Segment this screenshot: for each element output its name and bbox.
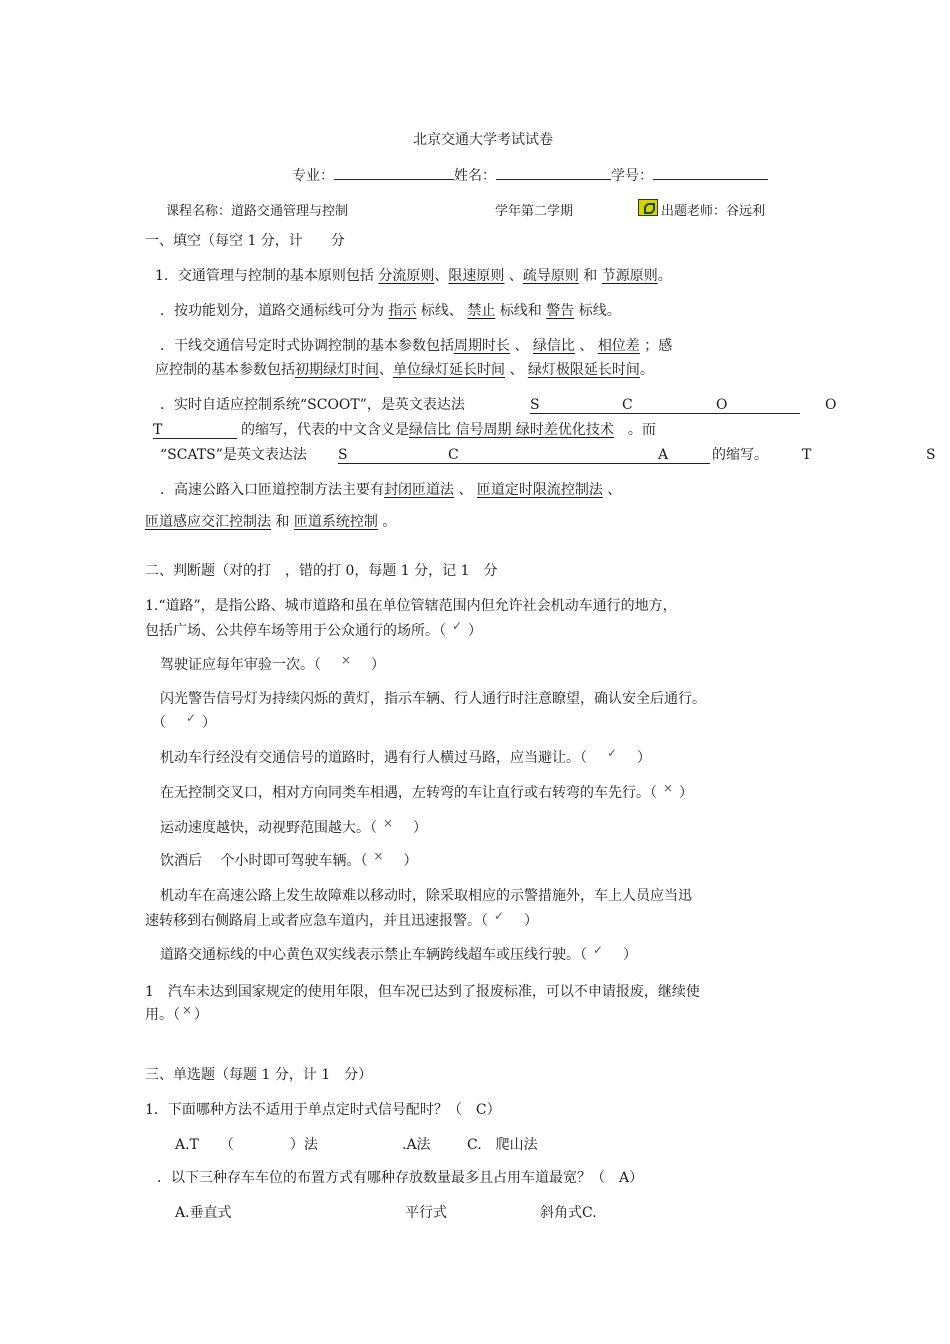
s1-q4-scats-blank — [338, 445, 710, 464]
s3-q1-option-a: A.T （ ）法 — [175, 1137, 318, 1153]
cross-icon: × — [662, 781, 674, 795]
s2-q8-line2 — [145, 911, 538, 931]
s1-q4-line3: “SCATS”是英文表达法 — [160, 447, 307, 463]
text-segment: 在无控制交叉口，相对方向同类车相遇，左转弯的车让直行或右转弯的车先行。（ — [160, 785, 657, 801]
s3-q1-option-b: .A法 — [402, 1137, 431, 1153]
answer: 单位绿灯延长时间 — [393, 362, 505, 378]
name-label: 姓名： — [454, 168, 496, 184]
text-segment: ．按功能划分，道路交通标线可分为 — [160, 303, 384, 319]
s2-q8-line1: 机动车在高速公路上发生故障难以移动时，除采取相应的示警措施外，车上人员应当迅 — [160, 888, 692, 904]
s1-q4-s3: S — [926, 447, 936, 463]
text-segment: ） — [637, 750, 651, 766]
major-field[interactable] — [334, 165, 454, 180]
s2-q10-line2 — [145, 1005, 208, 1025]
answer: 疏导原则 — [522, 268, 579, 284]
text-segment: 标线、 — [420, 303, 463, 319]
text-segment: ） — [413, 820, 427, 836]
s3-q1: 1．下面哪种方法不适用于单点定时式信号配时？（ C） — [145, 1102, 501, 1118]
answer: 匝道系统控制 — [293, 514, 378, 530]
answer: 分流原则 — [378, 268, 435, 284]
text-segment: ） — [202, 715, 216, 731]
text-segment: 。而 — [627, 422, 656, 438]
cross-icon: × — [340, 653, 352, 667]
cross-icon: × — [181, 1003, 193, 1017]
s3-q2: ．以下三种存车车位的布置方式有哪种存放数量最多且占用车道最宽？（ A） — [157, 1170, 644, 1186]
text-segment: 运动速度越快，动视野范围越大。（ — [160, 820, 377, 836]
answer: 禁止 — [467, 303, 496, 319]
student-id-field[interactable] — [653, 165, 768, 180]
text-segment: ） — [524, 913, 538, 929]
text-segment: C — [622, 397, 633, 413]
text-segment: S — [338, 447, 348, 463]
check-icon: ✓ — [185, 711, 197, 725]
cross-icon: × — [382, 816, 394, 830]
s2-q9 — [160, 945, 637, 965]
page-title: 北京交通大学考试试卷 — [413, 132, 553, 148]
s1-q3-line1: ．干线交通信号定时式协调控制的基本参数包括周期时长 、 绿信比 、 相位差 ；感 — [160, 338, 673, 354]
text-segment: ．实时自适应控制系统“SCOOT”，是英文表达法 — [160, 397, 465, 413]
text-segment: O — [716, 397, 728, 413]
text-segment: S — [530, 397, 540, 413]
check-icon: ✓ — [451, 619, 463, 633]
s1-q4-line2 — [241, 420, 656, 440]
text-segment: 饮酒后 个小时即可驾驶车辆。（ — [160, 853, 368, 869]
s1-q4-l3mid: 的缩写。 — [712, 447, 768, 463]
text-segment: A — [658, 447, 669, 463]
check-icon: ✓ — [493, 909, 505, 923]
text-segment: ） — [623, 947, 637, 963]
s1-q3-line2: 应控制的基本参数包括初期绿灯时间、单位绿灯延长时间 、 绿灯极限延长时间。 — [155, 362, 654, 378]
text-segment: 1．交通管理与控制的基本原则包括 — [155, 268, 374, 284]
s1-q4-scoot-blank — [530, 395, 800, 414]
s2-q1-line1: 1.“道路”，是指公路、城市道路和虽在单位管辖范围内但允许社会机动车通行的地方， — [145, 598, 677, 614]
text-segment: 道路交通标线的中心黄色双实线表示禁止车辆跨线超车或压线行驶。（ — [160, 947, 587, 963]
cross-icon: × — [373, 849, 384, 863]
s2-q3-line1: 闪光警告信号灯为持续闪烁的黄灯，指示车辆、行人通行时注意瞭望，确认安全后通行。 — [160, 691, 706, 707]
answer: 初期绿灯时间 — [295, 362, 379, 378]
s2-q5 — [160, 783, 693, 803]
s2-q10-line1: 1 汽车未达到国家规定的使用年限，但车况已达到了报废标准，可以不申请报废，继续使 — [145, 984, 700, 1000]
text-segment: 和 — [583, 268, 598, 284]
text-segment: 的缩写，代表的中文含义是 — [241, 422, 409, 438]
answer: 绿信比 — [532, 338, 575, 354]
s3-q1-option-c: C. 爬山法 — [467, 1137, 538, 1153]
logo-icon — [638, 199, 658, 216]
s1-q2 — [160, 301, 621, 321]
s3-q2-option-b: 平行式 — [405, 1205, 447, 1221]
s2-q7 — [160, 851, 417, 871]
text-segment: ） — [403, 853, 418, 869]
s1-q4-t-blank — [153, 420, 237, 439]
s2-q2 — [160, 655, 385, 675]
text-segment: 。 — [382, 514, 397, 530]
s3-q2-option-c: 斜角式C. — [540, 1205, 597, 1221]
major-label: 专业： — [292, 168, 334, 184]
teacher-label: 出题老师：谷远利 — [661, 204, 766, 219]
teacher — [638, 202, 765, 222]
text-segment: ；感 — [644, 338, 673, 354]
text-segment: ） — [468, 623, 482, 639]
text-segment: ．高速公路入口匝道控制方法主要有 — [160, 482, 384, 498]
text-segment: 标线。 — [578, 303, 621, 319]
name-field[interactable] — [496, 165, 611, 180]
answer: 周期时长 — [454, 338, 510, 354]
check-icon: ✓ — [606, 746, 618, 760]
section-2-heading: 二、判断题（对的打 ，错的打 0，每题 1 分，记 1 分 — [145, 563, 498, 579]
text-segment: 和 — [275, 514, 290, 530]
text-segment: ） — [679, 785, 693, 801]
s2-q6 — [160, 818, 427, 838]
text-segment: 包括广场、公共停车场等用于公众通行的场所。（ — [145, 623, 446, 639]
answer: 限速原则 — [448, 268, 505, 284]
s1-q4-o2: O — [825, 397, 837, 413]
answer: 封闭匝道法 — [384, 482, 454, 498]
text-segment: 机动车行经没有交通信号的道路时，遇有行人横过马路，应当避让。（ — [160, 750, 587, 766]
s1-q1: 1．交通管理与控制的基本原则包括 分流原则、限速原则 、疏导原则 和 节源原则。 — [155, 268, 672, 284]
id-label: 学号： — [611, 168, 653, 184]
text-segment: 。 — [657, 268, 672, 284]
s2-q4 — [160, 748, 651, 768]
s3-q2-option-a: A.垂直式 — [175, 1205, 232, 1221]
answer: 匝道感应交汇控制法 — [145, 514, 271, 530]
text-segment: C — [448, 447, 459, 463]
section-1-heading: 一、填空（每空 1 分，计 分 — [145, 233, 345, 249]
student-info-line — [292, 165, 768, 186]
text-segment: （ — [152, 715, 166, 731]
text-segment: 速转移到右侧路肩上或者应急车道内，并且迅速报警。（ — [145, 913, 488, 929]
answer: 绿灯极限延长时间 — [527, 362, 640, 378]
s1-q4-t2: T — [802, 447, 812, 463]
s2-q1-line2 — [145, 621, 482, 641]
answer: 相位差 — [597, 338, 640, 354]
text-segment: T — [153, 422, 163, 438]
course-name: 课程名称：道路交通管理与控制 — [166, 204, 349, 219]
answer: 绿信比 信号周期 绿时差优化技术 — [409, 422, 614, 438]
text-segment: 用。（ — [145, 1007, 180, 1023]
term: 学年第二学期 — [495, 204, 574, 219]
answer: 节源原则 — [601, 268, 658, 284]
section-3-heading: 三、单选题（每题 1 分，计 1 分） — [145, 1067, 373, 1083]
text-segment: ） — [371, 657, 385, 673]
text-segment: 应控制的基本参数包括 — [155, 362, 295, 378]
text-segment: ．干线交通信号定时式协调控制的基本参数包括 — [160, 338, 454, 354]
text-segment: 。 — [639, 362, 654, 378]
text-segment: ） — [194, 1007, 208, 1023]
check-icon: ✓ — [592, 943, 604, 957]
s1-q5-line2 — [145, 512, 396, 532]
text-segment: 驾驶证应每年审验一次。（ — [160, 657, 321, 673]
s1-q4-line1 — [160, 395, 465, 415]
text-segment: 标线和 — [499, 303, 542, 319]
answer: 指示 — [388, 303, 417, 319]
s1-q5-line1: ．高速公路入口匝道控制方法主要有封闭匝道法 、 匝道定时限流控制法 、 — [160, 482, 622, 498]
answer: 匝道定时限流控制法 — [476, 482, 603, 498]
answer: 警告 — [546, 303, 575, 319]
s2-q3-line2 — [152, 713, 216, 733]
